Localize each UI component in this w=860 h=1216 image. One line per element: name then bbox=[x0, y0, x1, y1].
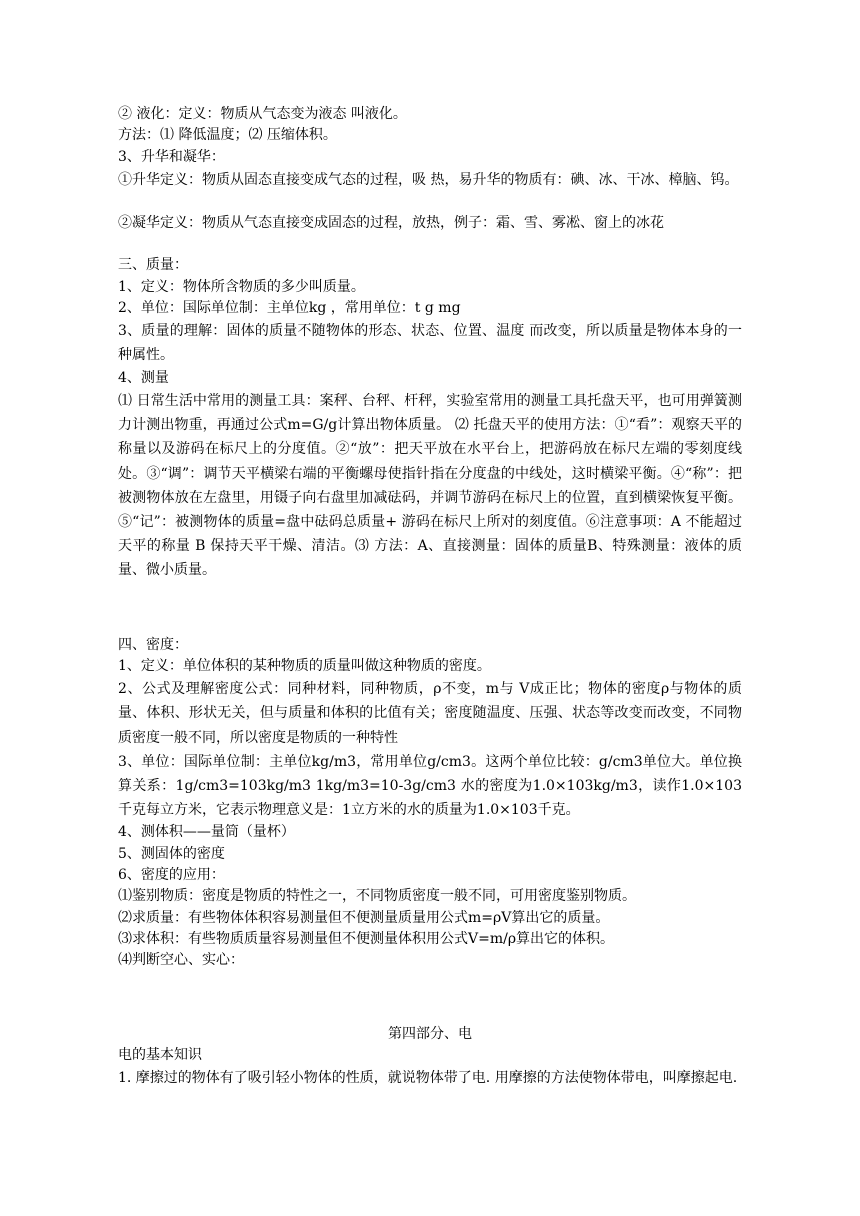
density-application-heading: 6、密度的应用： bbox=[118, 867, 225, 884]
density-formula: 2、公式及理解密度公式：同种材料，同种物质，ρ不变，m与 V成正比；物体的密度ρ与物体的质量、体积、形状无关，但与质量和体积的比值有关；密度随温度、压强、状态等改变而改变，不同物质密度一般不同，所以密度是物质的一种特性 bbox=[118, 681, 742, 746]
mass-heading: 三、质量： bbox=[118, 257, 188, 274]
electricity-subheading: 电的基本知识 bbox=[118, 1046, 202, 1063]
mass-definition: 1、定义：物体所含物质的多少叫质量。 bbox=[118, 278, 365, 295]
density-heading: 四、密度： bbox=[118, 636, 188, 653]
deposition-definition: ②凝华定义：物质从气态直接变成固态的过程，放热，例子：霜、雪、雾凇、窗上的冰花 bbox=[118, 215, 664, 232]
blank-lines bbox=[118, 972, 742, 1024]
sublimation-definition: ①升华定义：物质从固态直接变成气态的过程，吸 热，易升华的物质有：碘、冰、干冰、樟脑、钨。 bbox=[118, 171, 739, 188]
density-volume: 4、测体积——量筒（量杯） bbox=[118, 824, 295, 841]
liquefaction-method: 方法：⑴ 降低温度；⑵ 压缩体积。 bbox=[118, 127, 337, 144]
blank-line bbox=[118, 234, 742, 255]
liquefaction-definition: ② 液化：定义：物质从气态变为液态 叫液化。 bbox=[118, 106, 407, 122]
mass-measure-body: ⑴ 日常生活中常用的测量工具：案秤、台秤、杆秤，实验室常用的测量工具托盘天平，也可用弹簧测力计测出物重，再通过公式m=G/g计算出物体质量。 ⑵ 托盘天平的使用方法：①“看”：观察天平的称量以及游码在标尺上的分度值。②“放”：把天平放在水平台上，把游码放在标尺左端的零刻度线处。③“调”：调节天平横梁右端的平衡螺母使指针指在分度盘的中线处，这时横梁平衡。④“称”：把被测物体放在左盘里，用镊子向右盘里加减砝码，并调节游码在标尺上的位置，直到横梁恢复平衡。⑤“记”：被测物体的质量=盘中砝码总质量+ 游码在标尺上所对的刻度值。⑥注意事项：A 不能超过天平的称量 B 保持天平干燥、清洁。⑶ 方法：A、直接测量：固体的质量B、特殊测量：液体的质量、微小质量。 bbox=[118, 392, 742, 579]
density-application-1: ⑴鉴别物质：密度是物质的特性之一，不同物质密度一般不同，可用密度鉴别物质。 bbox=[118, 888, 636, 905]
document-body bbox=[118, 104, 742, 1090]
density-unit: 3、单位：国际单位制：主单位kg/m3，常用单位g/cm3。这两个单位比较：g/cm3单位大。单位换算关系：1g/cm3=103kg/m3 1kg/m3=10-3g/cm3 水的密度为1.0×103kg/m3，读作1.0×103千克每立方米，它表示物理意义是：1立方米的水的质量为1.0×103千克。 bbox=[118, 753, 742, 819]
part-title: 第四部分、电 bbox=[388, 1025, 472, 1042]
density-application-4: ⑷判断空心、实心： bbox=[118, 952, 244, 969]
mass-measure-heading: 4、测量 bbox=[118, 369, 169, 386]
electricity-item-1: 1. 摩擦过的物体有了吸引轻小物体的性质，就说物体带了电. 用摩擦的方法使物体带电，叫摩擦起电. bbox=[118, 1070, 738, 1087]
density-definition: 1、定义：单位体积的某种物质的质量叫做这种物质的密度。 bbox=[118, 657, 491, 674]
mass-understanding: 3、质量的理解：固体的质量不随物体的形态、状态、位置、温度 而改变，所以质量是物体本身的一种属性。 bbox=[118, 323, 742, 364]
density-application-2: ⑵求质量：有些物体体积容易测量但不便测量质量用公式m=ρV算出它的质量。 bbox=[118, 909, 610, 926]
mass-unit: 2、单位：国际单位制：主单位kg ，常用单位：t g mg bbox=[118, 299, 461, 316]
blank-line bbox=[118, 192, 742, 213]
density-solid: 5、测固体的密度 bbox=[118, 845, 225, 862]
sublimation-heading: 3、升华和凝华： bbox=[118, 148, 225, 165]
blank-lines bbox=[118, 583, 742, 635]
density-application-3: ⑶求体积：有些物质质量容易测量但不便测量体积用公式V=m/ρ算出它的体积。 bbox=[118, 930, 615, 947]
